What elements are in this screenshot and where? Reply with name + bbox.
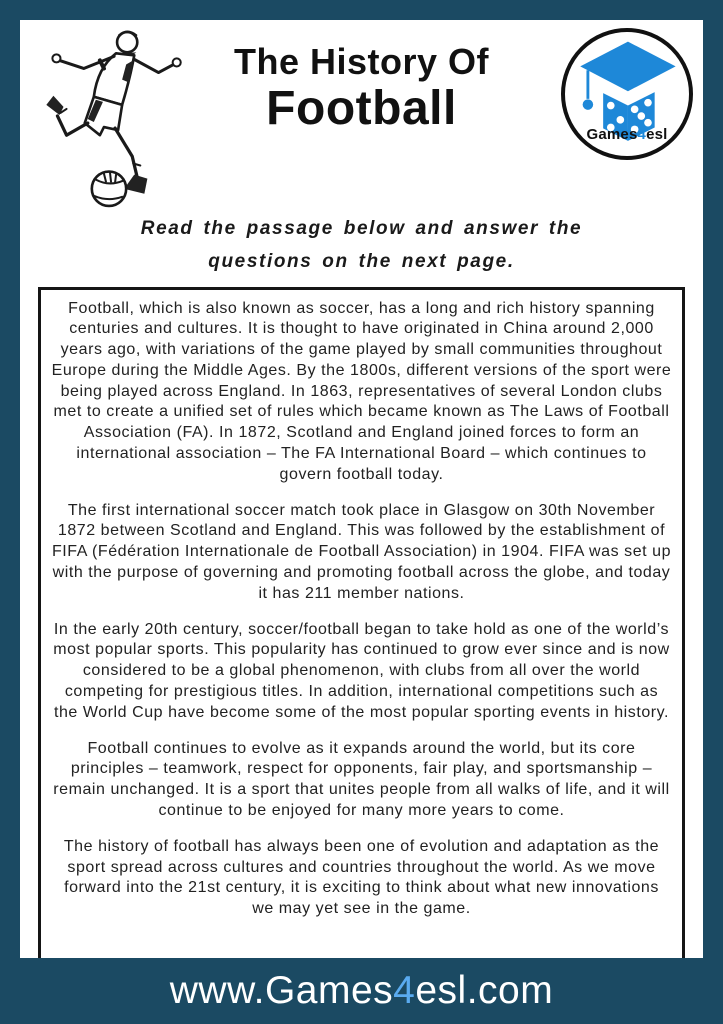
- url-accent: 4: [393, 969, 416, 1012]
- soccer-player-illustration: [26, 22, 194, 214]
- instruction-line-2: questions on the next page.: [208, 251, 515, 273]
- logo-brand-text: [565, 126, 689, 143]
- passage-box: [38, 287, 685, 1007]
- logo-brand-prefix: Games: [586, 126, 638, 143]
- passage-paragraph: The history of football has always been one of evolution and adaptation as the sport spread across cultures and countries throughout the world. As we move forward into the 21st century, it is exciting to think about what new innovations we may yet see in the game.: [63, 837, 660, 918]
- instruction-text: [20, 212, 703, 279]
- passage-paragraph: In the early 20th century, soccer/football began to take hold as one of the world’s most popular sports. This popularity has continued to grow ever since and is now considered to be a global phenomenon, with clubs from all over the world competing for prestigious titles. In addition, international competitions such as the World Cup have become some of the most popular sporting events in history.: [53, 620, 670, 721]
- logo-brand-suffix: esl: [646, 126, 668, 143]
- games4esl-logo: [561, 28, 693, 160]
- title-line-1: The History Of: [233, 41, 490, 82]
- instruction-line-1: Read the passage below and answer the: [140, 218, 583, 239]
- url-suffix: esl.com: [415, 969, 554, 1012]
- title-line-2: Football: [266, 82, 457, 136]
- header: [20, 20, 703, 210]
- passage-paragraph: The first international soccer match took place in Glasgow on 30th November 1872 between Scotland and England. This was followed by the establishment of FIFA (Fédération Internationale de Football Association) in 1904. FIFA was set up with the purpose of governing and promoting football across the globe, and today it has 211 member nations.: [51, 501, 672, 602]
- passage-paragraph: Football continues to evolve as it expands around the world, but its core principles – teamwork, respect for opponents, fair play, and sportsmanship – remain unchanged. It is a sport that unites people from all walks of life, and it will continue to be enjoyed for many more years to come.: [53, 739, 670, 820]
- worksheet-page: [20, 20, 703, 958]
- website-url: [170, 969, 553, 1013]
- passage-paragraph: Football, which is also known as soccer, has a long and rich history spanning centuries and cultures. It is thought to have originated in China around 2,000 years ago, with variations of the game played by small communities throughout Europe during the Middle Ages. By the 1800s, different versions of the sport were being played across England. In 1863, representatives of several London clubs met to create a unified set of rules which became known as The Laws of Football Association (FA). In 1872, Scotland and England joined forces to form an international association – The FA International Board – which continues to govern football today.: [51, 299, 672, 483]
- soccer-player-icon: [26, 22, 194, 214]
- logo-brand-accent: 4: [637, 126, 647, 143]
- footer-bar: [0, 958, 723, 1024]
- url-prefix: www.Games: [169, 969, 394, 1012]
